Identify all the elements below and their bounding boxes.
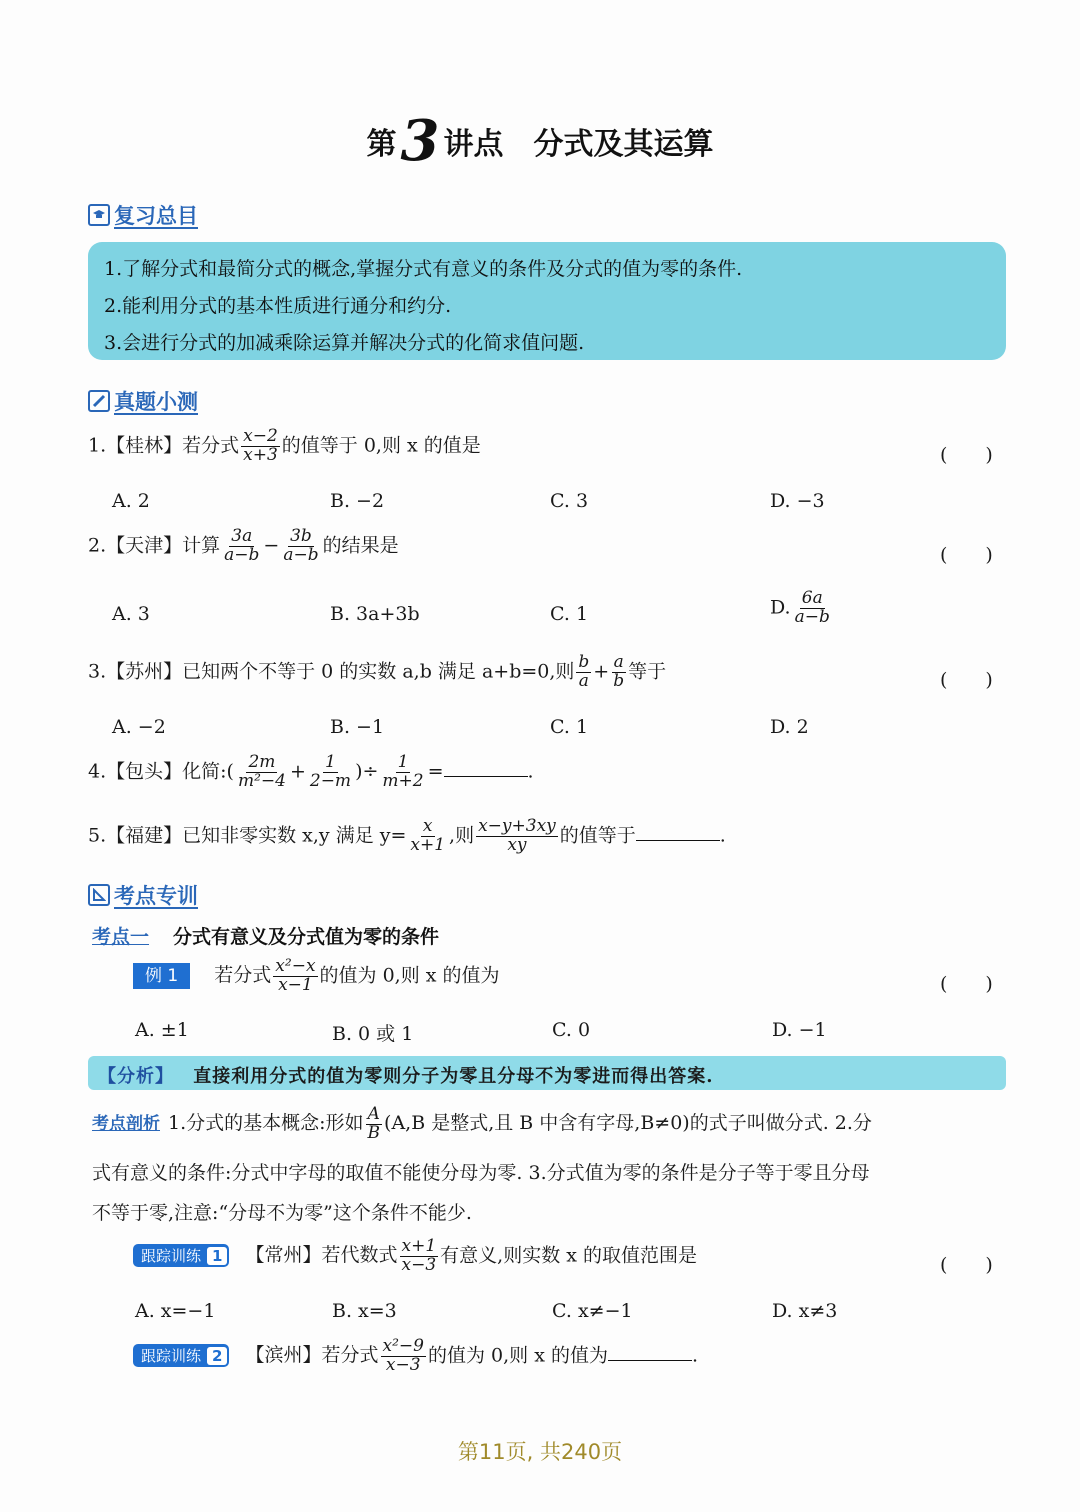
q3-fraction-1 <box>576 654 591 691</box>
track1-pre: 【常州】若代数式 <box>245 1244 398 1267</box>
track2-pre: 【滨州】若分式 <box>245 1344 379 1367</box>
option-b: B. 3a+3b <box>330 603 420 625</box>
section-special-label: 考点专训 <box>114 884 198 908</box>
option-d: D. −1 <box>772 1019 827 1041</box>
option-c: C. 3 <box>550 490 589 512</box>
option-a: A. ±1 <box>135 1019 189 1041</box>
answer-paren: ( ) <box>940 1254 993 1276</box>
denominator: B <box>367 1122 381 1143</box>
kpa-fraction <box>366 1103 383 1143</box>
answer-paren: ( ) <box>940 669 993 691</box>
kpa-text: (A,B 是整式,且 B 中含有字母,B≠0)的式子叫做分式. 2.分 <box>384 1112 872 1134</box>
q2-fraction-1 <box>222 528 261 565</box>
answer-paren: ( ) <box>940 544 993 566</box>
q5-end: . <box>719 824 726 847</box>
operator: )÷ <box>355 760 379 783</box>
page-title <box>0 108 1080 174</box>
section-mini-header <box>88 386 198 416</box>
goal-item: 2.能利用分式的基本性质进行通分和约分. <box>104 295 452 317</box>
track-badge-number: 1 <box>207 1247 227 1265</box>
q2-post: 的结果是 <box>322 534 399 557</box>
denominator: x−1 <box>278 974 313 995</box>
example-post: 的值为 0,则 x 的值为 <box>319 964 500 987</box>
option-a: A. x=−1 <box>135 1300 216 1322</box>
numerator: 3a <box>231 526 253 546</box>
option-d-label: D. <box>770 596 791 619</box>
numerator: b <box>578 652 590 672</box>
option-d: D. 2 <box>770 716 809 738</box>
option-a: A. 3 <box>112 603 150 625</box>
denominator: m+2 <box>382 770 424 791</box>
denominator: x−3 <box>401 1254 437 1275</box>
operator: + <box>593 660 610 683</box>
q4-fraction-1 <box>236 754 288 791</box>
section-review-header <box>88 200 198 230</box>
track2-end: . <box>691 1344 698 1367</box>
option-c: C. 1 <box>550 716 589 738</box>
numerator: A <box>367 1103 380 1124</box>
section-mini-label: 真题小测 <box>114 390 198 414</box>
numerator: x²−x <box>275 956 316 976</box>
option-a: A. −2 <box>112 716 166 738</box>
q2-fraction-2 <box>281 528 320 565</box>
kpa-line-1 <box>92 1102 1012 1146</box>
graduation-cap-icon <box>88 204 110 226</box>
q5-fraction-2 <box>476 818 558 855</box>
track-badge-label: 跟踪训练 <box>141 1247 202 1266</box>
answer-blank <box>608 1360 692 1361</box>
numerator: 3b <box>290 526 312 546</box>
title-suffix: 讲点 <box>443 127 504 162</box>
track2-fraction <box>381 1338 426 1375</box>
numerator: x²−9 <box>382 1336 424 1356</box>
ruler-icon <box>88 884 110 906</box>
q5-fraction-1 <box>408 818 447 855</box>
option-d: D. x≠3 <box>772 1300 838 1322</box>
numerator: 1 <box>397 752 409 772</box>
example-fraction <box>273 958 317 995</box>
option-b: B. −1 <box>330 716 385 738</box>
denominator: x+3 <box>243 444 278 465</box>
goal-item: 1.了解分式和最简分式的概念,掌握分式有意义的条件及分式的值为零的条件. <box>104 258 743 280</box>
kpa-text: 1.分式的基本概念:形如 <box>168 1112 364 1134</box>
option-a: A. 2 <box>112 490 150 512</box>
denominator: 2−m <box>309 770 352 791</box>
option-d: D. −3 <box>770 490 825 512</box>
question-5 <box>88 818 726 855</box>
option-d <box>770 590 834 627</box>
q5-post: 的值等于 <box>559 824 636 847</box>
q4-pre: 4.【包头】化简:( <box>88 760 234 783</box>
track1-post: 有意义,则实数 x 的取值范围是 <box>440 1244 698 1267</box>
track-badge-number: 2 <box>207 1347 227 1365</box>
denominator: x+1 <box>410 834 446 855</box>
q4-fraction-2 <box>308 754 353 791</box>
option-b: B. 0 或 1 <box>332 1023 414 1045</box>
track1-fraction <box>400 1238 439 1275</box>
option-b: B. x=3 <box>332 1300 397 1322</box>
answer-paren: ( ) <box>940 444 993 466</box>
track2-post: 的值为 0,则 x 的值为 <box>427 1344 608 1367</box>
q5-mid: ,则 <box>449 824 475 847</box>
track-badge-label: 跟踪训练 <box>141 1347 202 1366</box>
option-c: C. 0 <box>552 1019 591 1041</box>
numerator: 1 <box>325 752 336 772</box>
q4-post: = <box>427 760 444 783</box>
example-badge: 例 1 <box>133 963 190 989</box>
section-special-header <box>88 880 198 910</box>
operator: − <box>263 534 280 557</box>
numerator: 6a <box>801 588 823 608</box>
question-4 <box>88 754 534 791</box>
q3-post: 等于 <box>628 660 667 683</box>
title-number: 3 <box>400 108 440 174</box>
operator: + <box>289 760 306 783</box>
numerator: x <box>422 816 433 836</box>
track-badge <box>133 1344 229 1367</box>
track-exercise-1 <box>133 1238 697 1275</box>
numerator: x+1 <box>401 1236 437 1256</box>
pencil-icon <box>88 390 110 412</box>
option-c: C. 1 <box>550 603 589 625</box>
denominator: b <box>613 670 625 691</box>
track-badge <box>133 1244 229 1267</box>
q5-pre: 5.【福建】已知非零实数 x,y 满足 y= <box>88 824 407 847</box>
title-main: 分式及其运算 <box>533 127 714 162</box>
denominator: a <box>578 670 589 691</box>
option-b: B. −2 <box>330 490 385 512</box>
denominator: m²−4 <box>237 770 286 791</box>
analysis-label: 【分析】 <box>98 1066 174 1087</box>
kaodian-tag: 考点一 <box>92 926 150 948</box>
kaodian-title: 分式有意义及分式值为零的条件 <box>173 926 440 948</box>
question-3 <box>88 654 666 691</box>
option-c: C. x≠−1 <box>552 1300 633 1322</box>
question-2 <box>88 528 399 565</box>
numerator: x−y+3xy <box>478 816 556 836</box>
numerator: 2m <box>248 752 276 772</box>
title-prefix: 第 <box>366 127 397 162</box>
example-pre: 若分式 <box>214 964 272 987</box>
kpa-line-3: 不等于零,注意:“分母不为零”这个条件不能少. <box>92 1202 472 1224</box>
goal-item: 3.会进行分式的加减乘除运算并解决分式的化简求值问题. <box>104 332 585 354</box>
denominator: a−b <box>224 544 260 565</box>
answer-blank <box>444 776 528 777</box>
kpa-line-2: 式有意义的条件:分式中字母的取值不能使分母为零. 3.分式值为零的条件是分子等于零且分母 <box>92 1162 870 1184</box>
q1-pre: 1.【桂林】若分式 <box>88 434 240 457</box>
answer-blank <box>636 840 720 841</box>
kpa-label: 考点剖析 <box>92 1114 160 1134</box>
option-d-fraction <box>793 590 832 627</box>
track-exercise-2 <box>133 1338 698 1375</box>
denominator: a−b <box>794 606 830 627</box>
q1-fraction <box>241 428 280 465</box>
numerator: a <box>613 652 624 672</box>
goals-box <box>88 242 1006 360</box>
q1-post: 的值等于 0,则 x 的值是 <box>281 434 481 457</box>
denominator: a−b <box>283 544 319 565</box>
denominator: xy <box>507 834 527 855</box>
kaodian-header <box>92 922 439 949</box>
example-1 <box>133 958 500 995</box>
question-1 <box>88 428 481 465</box>
q3-pre: 3.【苏州】已知两个不等于 0 的实数 a,b 满足 a+b=0,则 <box>88 660 575 683</box>
page-indicator: 第11页, 共240页 <box>457 1440 623 1464</box>
analysis-text: 直接利用分式的值为零则分子为零且分母不为零进而得出答案. <box>193 1066 714 1087</box>
section-review-label: 复习总目 <box>114 204 198 228</box>
q4-fraction-3 <box>380 754 425 791</box>
denominator: x−3 <box>385 1354 421 1375</box>
q2-pre: 2.【天津】计算 <box>88 534 221 557</box>
analysis-box <box>88 1056 1006 1090</box>
q3-fraction-2 <box>611 654 626 691</box>
answer-paren: ( ) <box>940 973 993 995</box>
q4-end: . <box>527 760 534 783</box>
numerator: x−2 <box>243 426 278 446</box>
